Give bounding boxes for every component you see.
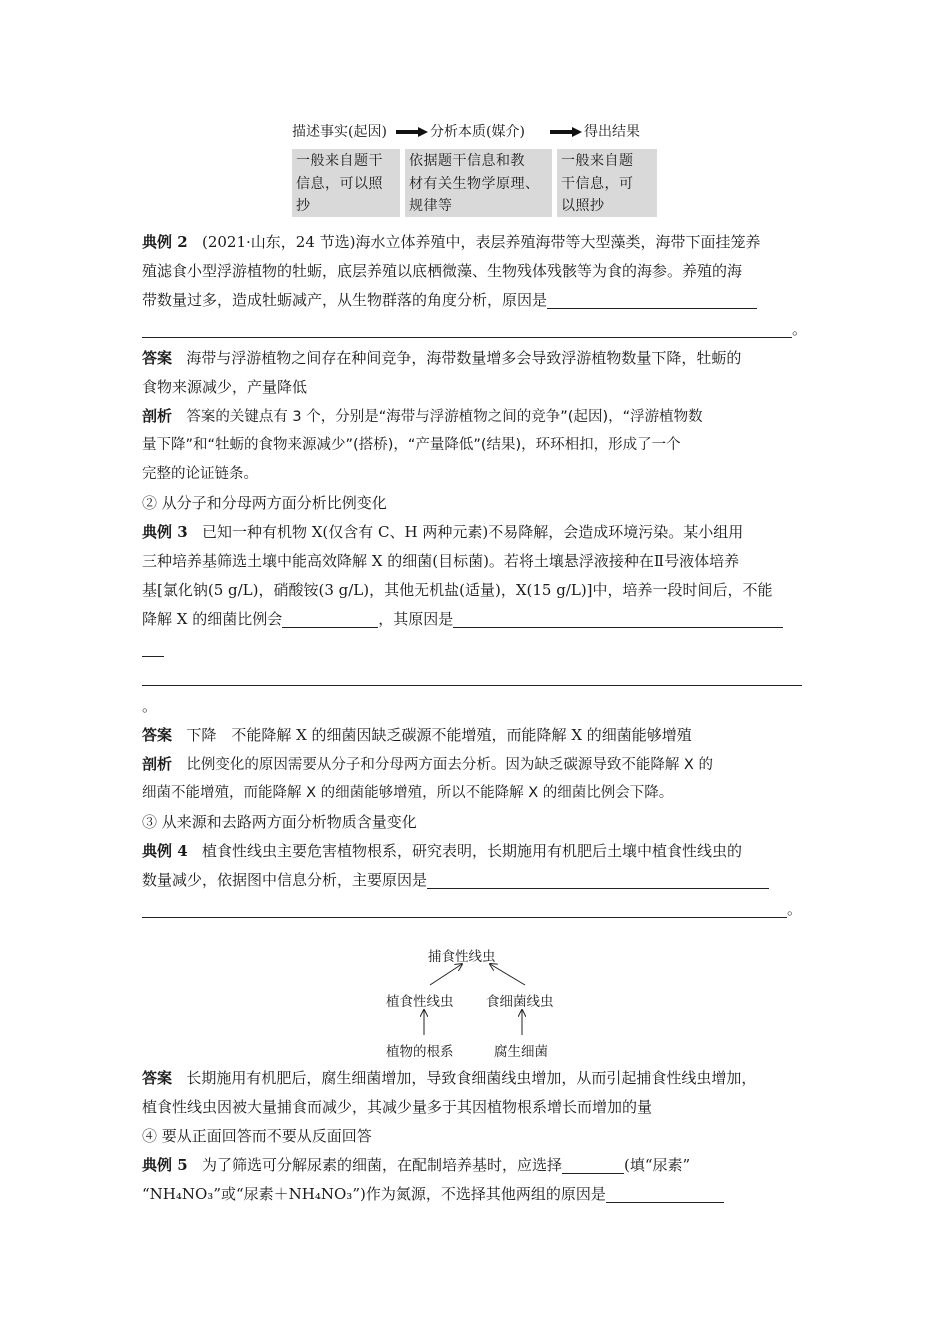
tip-heading: ③ 从来源和去路两方面分析物质含量变化: [142, 813, 417, 831]
flow-box-2: 依据题干信息和教 材有关生物学原理、 规律等: [405, 149, 552, 217]
node-herbivorous-nematode: 植食性线虫: [386, 994, 454, 1010]
food-web-diagram: [370, 940, 580, 1060]
flow-header: [292, 122, 662, 142]
answer-blank[interactable]: [142, 638, 164, 657]
answer-blank[interactable]: [142, 899, 787, 918]
answer-blank[interactable]: [606, 1184, 724, 1203]
example-label: 典例 3: [142, 523, 188, 541]
example-label: 典例 2: [142, 233, 188, 251]
answer-label: 答案: [142, 1069, 173, 1087]
node-predatory-nematode: 捕食性线虫: [428, 949, 496, 965]
flow-step-3: 得出结果: [584, 124, 640, 140]
answer-blank[interactable]: [562, 1155, 624, 1174]
analysis-label: 剖析: [142, 755, 173, 773]
flow-box-3: 一般来自题 干信息，可 以照抄: [557, 149, 657, 217]
example-3: 典例 3 已知一种有机物 X(仅含有 C、H 两种元素)不易降解，会造成环境污染。某小组用 三种培养基筛选土壤中能高效降解 X 的细菌(目标菌)。若将土壤悬浮液接种在Ⅱ号液体培养 基[氯化钠(5 g/L)，硝酸铵(3 g/L)，其他无机盐(适量)，X(15 g/L)]中，培养一段时间后，不能 降解 X 的细菌比例会 ，其原因是 。 答案 下降 不能降解 X 的细菌因缺乏碳源不能增殖，而能降解 X 的细菌能够增殖 剖析 比例变化的原因需要从分子和分母两方面去分析。因为缺乏碳源导致不能降解 X 的 细菌不能增殖，而能降解 X 的细菌能够增殖，所以不能降解 X 的细菌比例会下降。 ③ 从来源和去路两方面分析物质含量变化 典例 4 植食性线虫主要危害植物根系，研究表明，长期施用有机肥后土壤中植食性线虫的 数量减少，依据图中信息分析，主要原因是 。: [142, 518, 814, 924]
tip-heading: ② 从分子和分母两方面分析比例变化: [142, 494, 387, 512]
answer-blank[interactable]: [142, 667, 802, 686]
answer-blank[interactable]: [547, 290, 757, 309]
answer-label: 答案: [142, 349, 173, 367]
analysis-label: 剖析: [142, 407, 173, 425]
flow-step-1: 描述事实(起因): [292, 124, 387, 140]
answer-blank[interactable]: [453, 609, 783, 628]
answer-blank[interactable]: [427, 870, 769, 889]
flow-box-1: 一般来自题干 信息，可以照 抄: [292, 149, 400, 217]
flow-arrow-icon: [396, 127, 428, 137]
tip-heading: ④ 要从正面回答而不要从反面回答: [142, 1127, 372, 1145]
example-2: 典例 2 (2021·山东，24 节选)海水立体养殖中，表层养殖海带等大型藻类，海带下面挂笼养 殖滤食小型浮游植物的牡蛎，底层养殖以底栖微藻、生物残体残骸等为食的海参。养殖的海 带数量过多，造成牡蛎减产，从生物群落的角度分析，原因是 。 答案 海带与浮游植物之间存在种间竞争，海带数量增多会导致浮游植物数量下降，牡蛎的 食物来源减少，产量降低 剖析 答案的关键点有 3 个，分别是“海带与浮游植物之间的竞争”(起因)，“浮游植物数 量下降”和“牡蛎的食物来源减少”(搭桥)，“产量降低”(结果)，环环相扣，形成了一个 完整的论证链条。 ② 从分子和分母两方面分析比例变化: [142, 228, 814, 518]
node-bacterivorous-nematode: 食细菌线虫: [486, 994, 554, 1010]
answer-blank[interactable]: [142, 319, 792, 338]
example-4-answer: 答案 长期施用有机肥后，腐生细菌增加，导致食细菌线虫增加，从而引起捕食性线虫增加， 植食性线虫因被大量捕食而减少，其减少量多于其因植物根系增长而增加的量 ④ 要从正面回答而不要从反面回答 典例 5 为了筛选可分解尿素的细菌，在配制培养基时，应选择 (填“尿素” “NH₄NO₃”或“尿素＋NH₄NO₃”)作为氮源，不选择其他两组的原因是: [142, 1064, 814, 1209]
example-label: 典例 5: [142, 1156, 188, 1174]
answer-blank[interactable]: [282, 609, 378, 628]
node-plant-roots: 植物的根系: [386, 1044, 454, 1060]
flow-arrow-icon: [550, 127, 582, 137]
example-label: 典例 4: [142, 842, 188, 860]
node-saprophytic-bacteria: 腐生细菌: [494, 1044, 548, 1060]
flow-step-2: 分析本质(媒介): [430, 124, 525, 140]
answer-label: 答案: [142, 726, 173, 744]
